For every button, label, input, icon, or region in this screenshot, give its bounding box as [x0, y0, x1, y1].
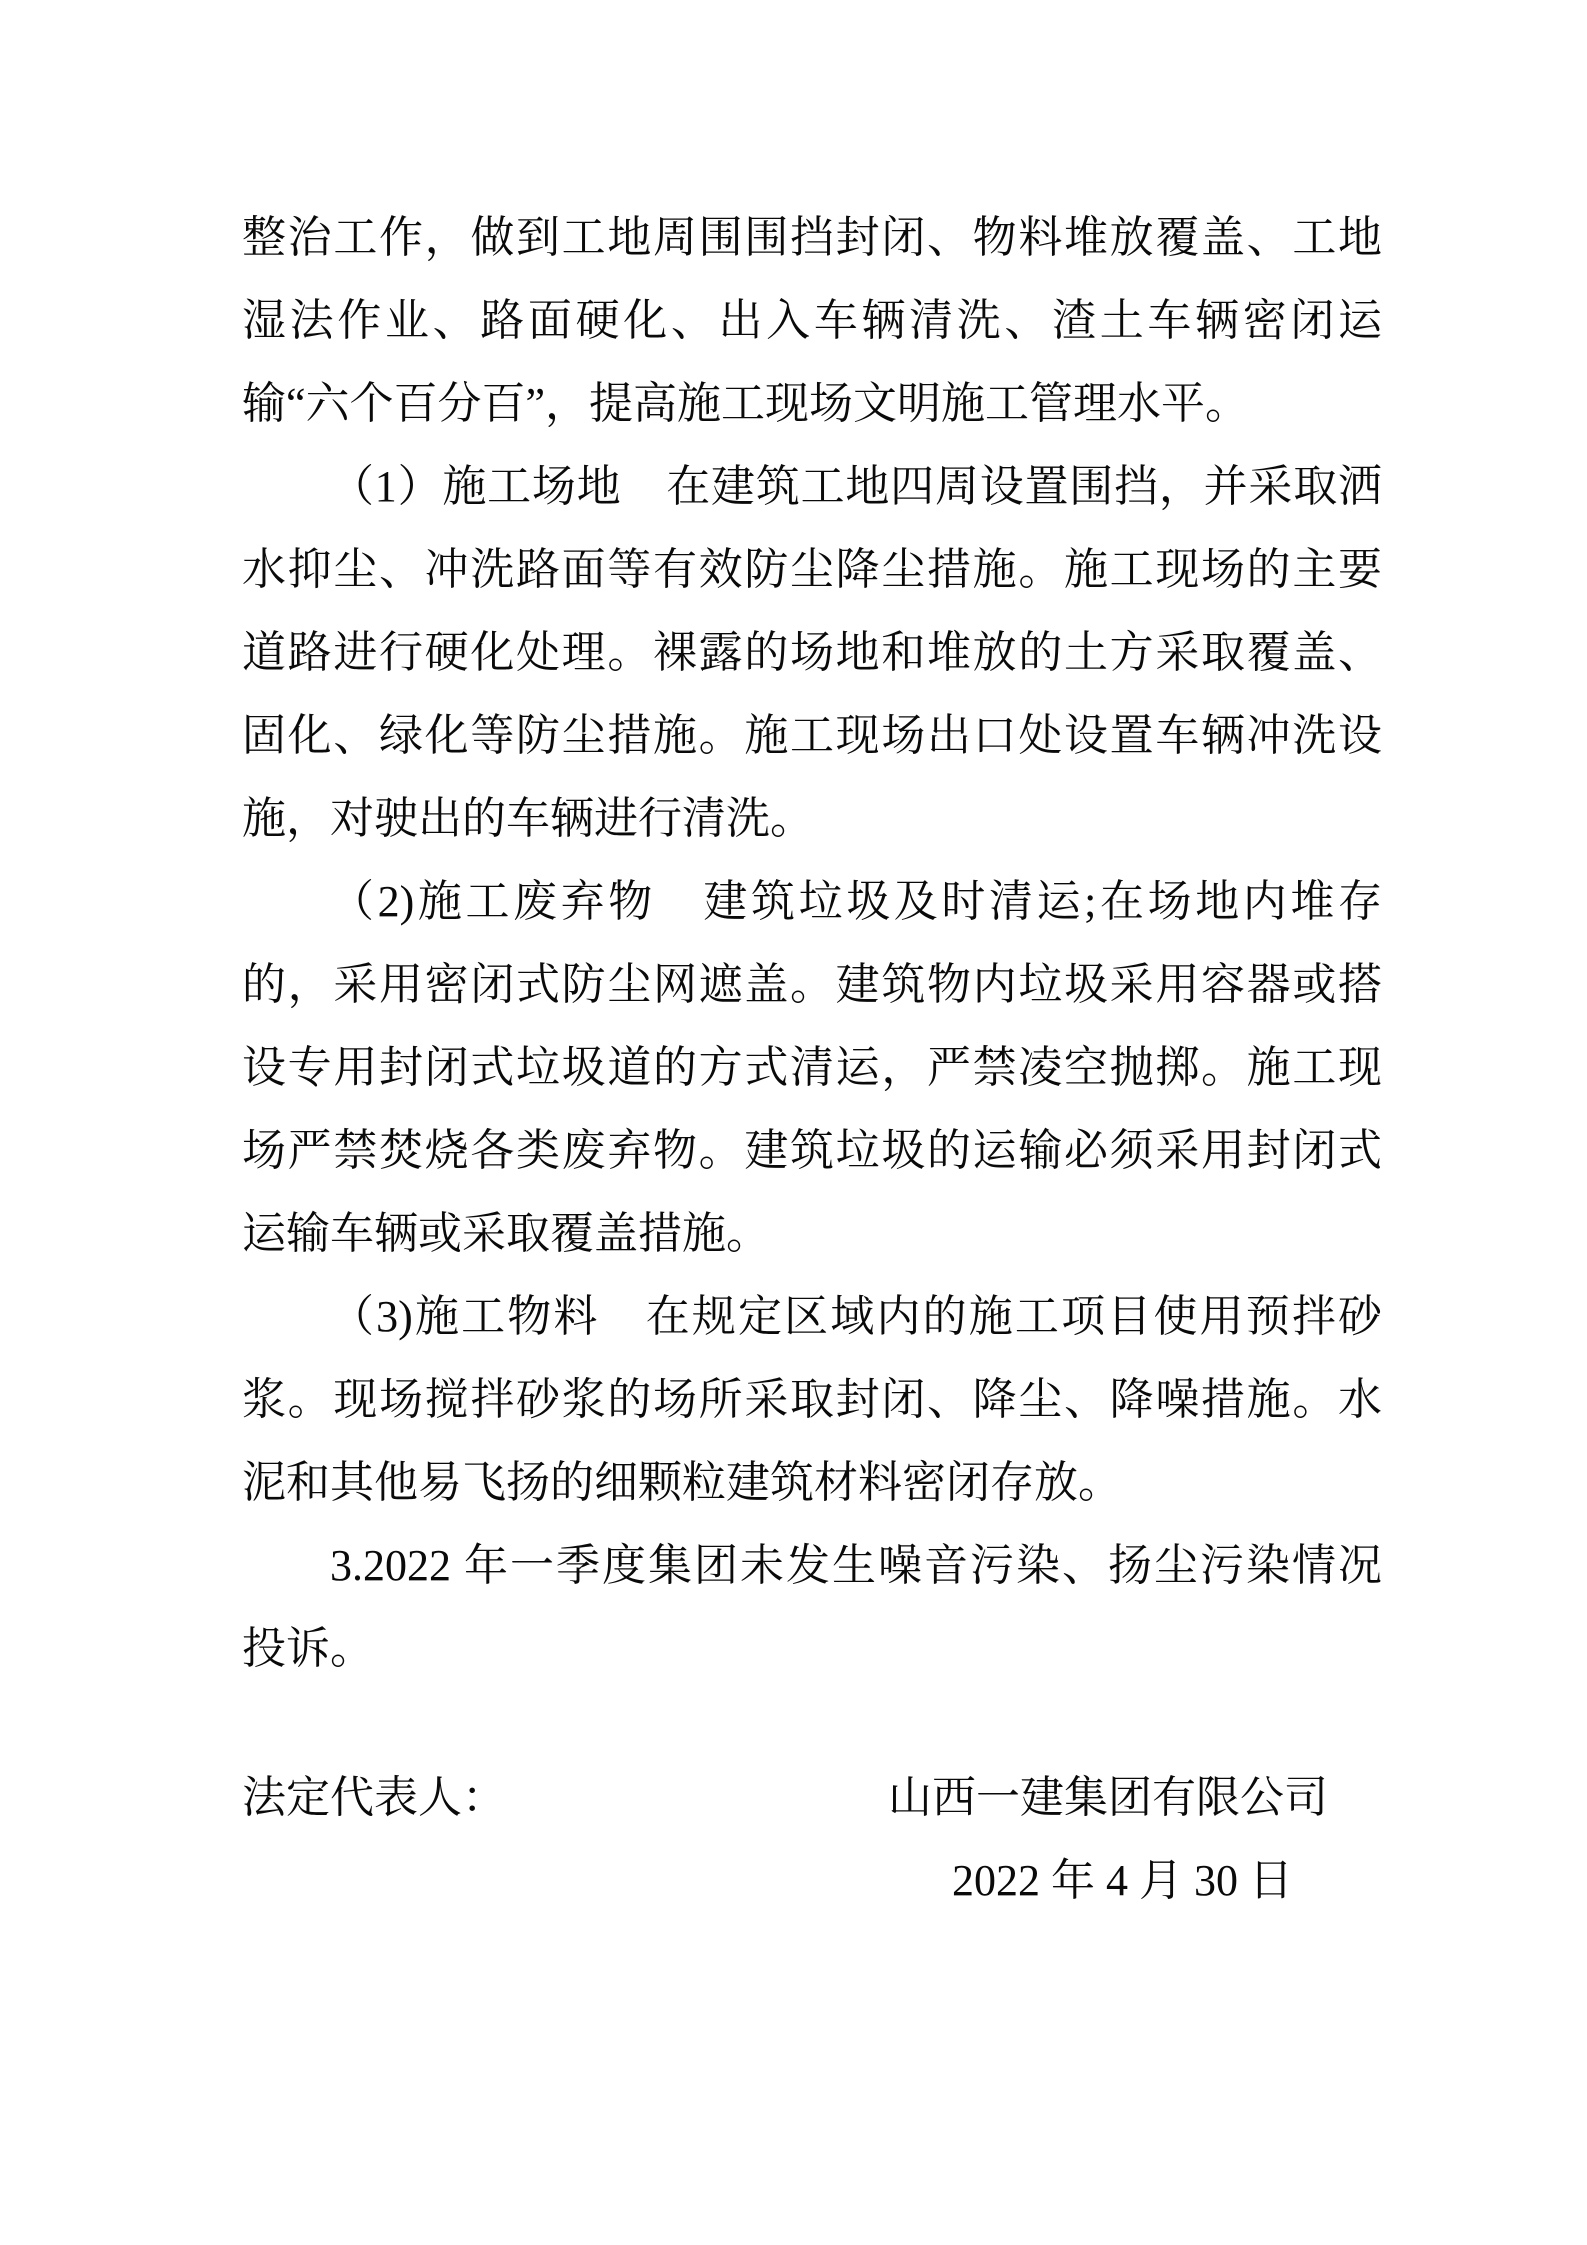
paragraph-continuation: 整治工作，做到工地周围围挡封闭、物料堆放覆盖、工地湿法作业、路面硬化、出入车辆清洗、渣土车辆密闭运输“六个百分百”，提高施工现场文明施工管理水平。	[242, 213, 1382, 428]
signature-block	[242, 1756, 1402, 1922]
paragraph-item-1: （1）施工场地 在建筑工地四周设置围挡，并采取洒水抑尘、冲洗路面等有效防尘降尘措施。施工现场的主要道路进行硬化处理。裸露的场地和堆放的土方采取覆盖、固化、绿化等防尘措施。施工现场出口处设置车辆冲洗设施，对驶出的车辆进行清洗。	[242, 462, 1382, 843]
signature-date: 2022 年 4 月 30 日	[952, 1856, 1293, 1905]
signature-row-legal-rep	[242, 1756, 1402, 1839]
legal-representative-label: 法定代表人：	[242, 1773, 506, 1822]
company-name: 山西一建集团有限公司	[888, 1773, 1328, 1822]
document-body	[242, 196, 1382, 1690]
paragraph-item-3: （3)施工物料 在规定区域内的施工项目使用预拌砂浆。现场搅拌砂浆的场所采取封闭、降尘、降噪措施。水泥和其他易飞扬的细颗粒建筑材料密闭存放。	[242, 1292, 1382, 1507]
paragraph-item-2: （2)施工废弃物 建筑垃圾及时清运;在场地内堆存的，采用密闭式防尘网遮盖。建筑物内垃圾采用容器或搭设专用封闭式垃圾道的方式清运，严禁凌空抛掷。施工现场严禁焚烧各类废弃物。建筑垃圾的运输必须采用封闭式运输车辆或采取覆盖措施。	[242, 877, 1382, 1258]
paragraph-item-4: 3.2022 年一季度集团未发生噪音污染、扬尘污染情况投诉。	[242, 1541, 1382, 1673]
signature-row-date	[242, 1839, 1402, 1922]
